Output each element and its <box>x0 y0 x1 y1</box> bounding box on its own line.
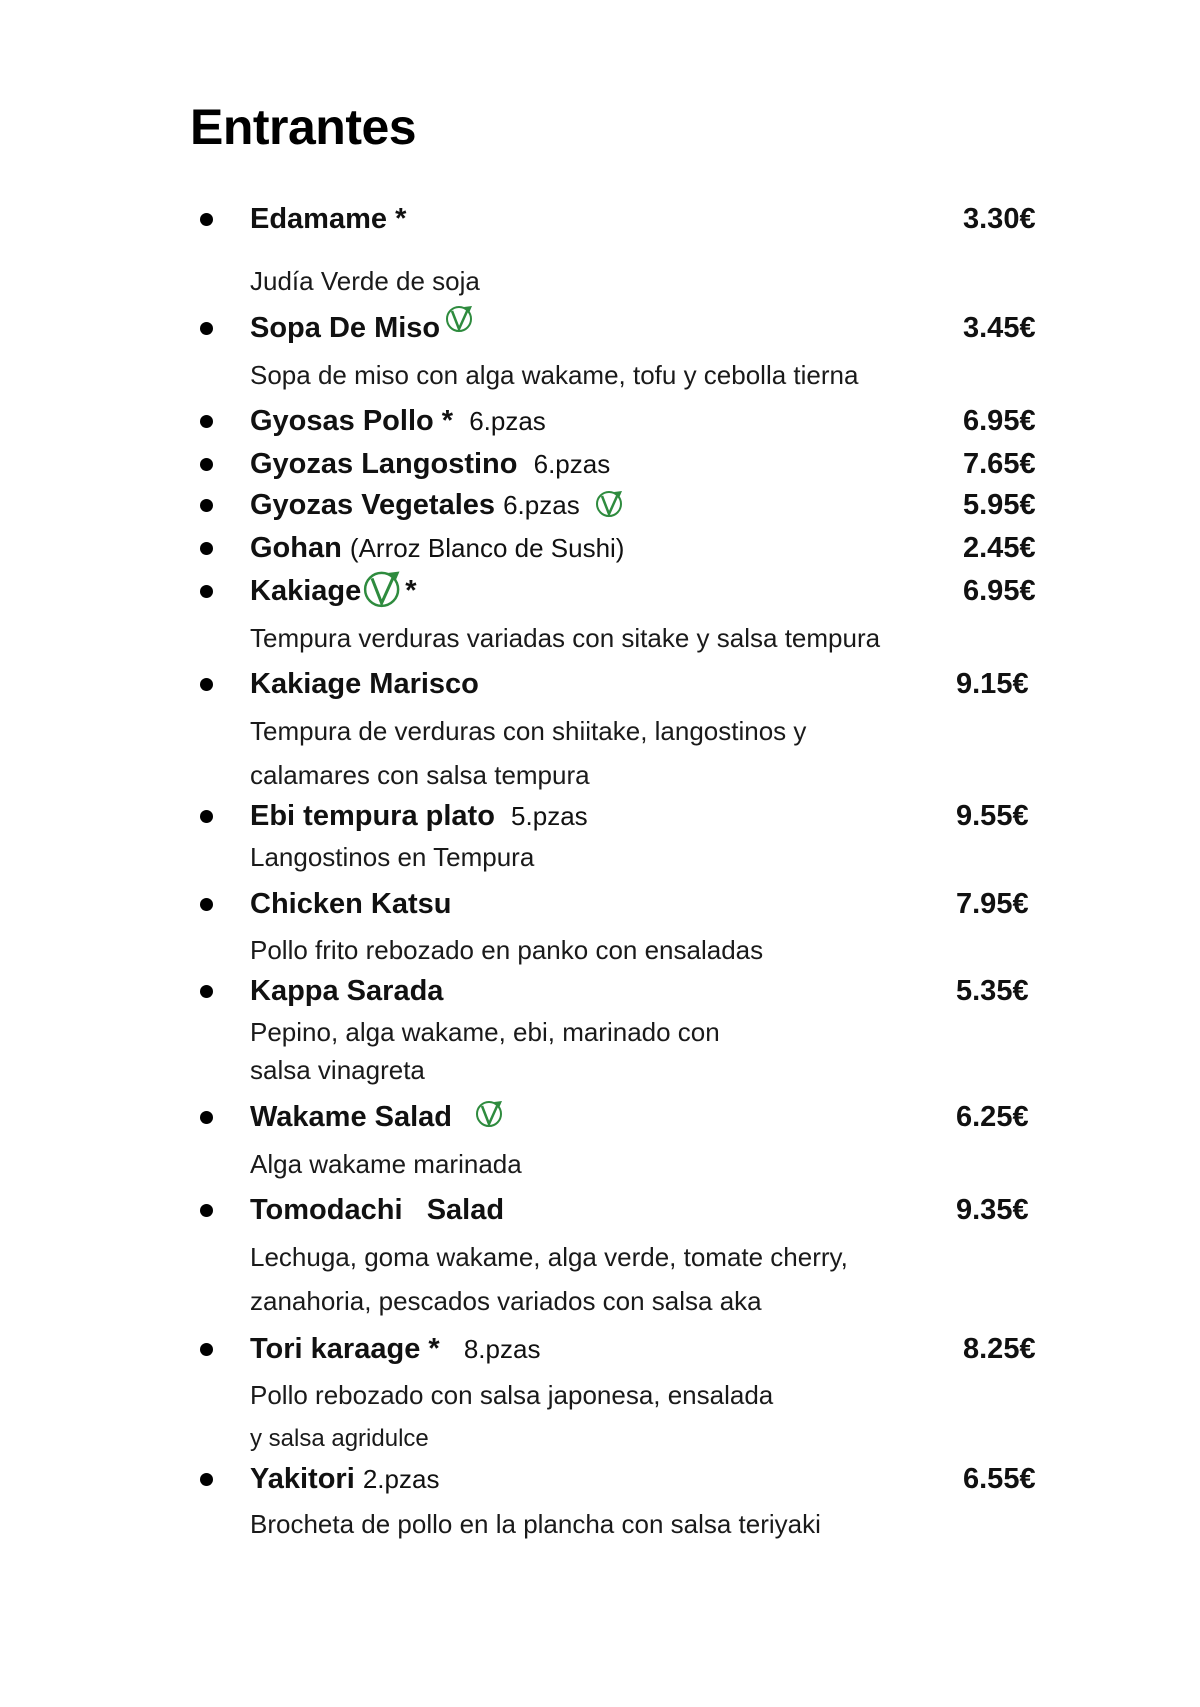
menu-item-yakitori <box>0 1461 1200 1497</box>
menu-item-edamame <box>0 201 1200 237</box>
item-asterisk: * <box>405 575 417 607</box>
menu-item-gohan <box>0 530 1200 566</box>
item-description: Pollo frito rebozado en panko con ensaladas <box>250 935 764 965</box>
item-note: (Arroz Blanco de Sushi) <box>349 533 625 563</box>
item-description: Pepino, alga wakame, ebi, marinado con <box>250 1017 720 1047</box>
item-name: Chicken Katsu <box>250 888 452 920</box>
vegan-icon <box>594 487 626 519</box>
item-description: zanahoria, pescados variados con salsa aka <box>250 1286 762 1316</box>
item-description: Sopa de miso con alga wakame, tofu y cebolla tierna <box>250 360 859 390</box>
bullet-icon <box>200 1343 213 1356</box>
bullet-icon <box>200 499 213 512</box>
item-name: Kakiage <box>250 575 362 607</box>
item-description: Lechuga, goma wakame, alga verde, tomate cherry, <box>250 1242 848 1272</box>
item-description: y salsa agridulce <box>250 1425 429 1452</box>
item-name: Kappa Sarada <box>250 975 444 1007</box>
bullet-icon <box>200 415 213 428</box>
item-price: 9.15€ <box>956 668 1029 700</box>
item-name: Gyozas Vegetales <box>250 489 496 521</box>
item-price: 6.95€ <box>963 405 1036 437</box>
menu-item-kakiage <box>0 573 1200 609</box>
item-price: 6.55€ <box>963 1463 1036 1495</box>
item-name: Wakame Salad <box>250 1101 453 1133</box>
item-price: 6.25€ <box>956 1101 1029 1133</box>
vegan-icon <box>361 566 405 610</box>
menu-item-gyozas-vegetales <box>0 487 1200 523</box>
item-pieces: 6.pzas <box>533 449 611 479</box>
bullet-icon <box>200 1111 213 1124</box>
item-name: Edamame * <box>250 203 407 235</box>
bullet-icon <box>200 1473 213 1486</box>
item-name: Sopa De Miso <box>250 312 441 344</box>
item-price: 8.25€ <box>963 1333 1036 1365</box>
bullet-icon <box>200 322 213 335</box>
item-price: 5.35€ <box>956 975 1029 1007</box>
item-price: 9.35€ <box>956 1194 1029 1226</box>
item-name: Gyozas Langostino <box>250 448 518 480</box>
menu-item-tomodachi-salad <box>0 1192 1200 1228</box>
bullet-icon <box>200 898 213 911</box>
item-name: Gyosas Pollo * <box>250 405 454 437</box>
bullet-icon <box>200 585 213 598</box>
bullet-icon <box>200 1204 213 1217</box>
vegan-icon <box>474 1097 506 1129</box>
menu-item-gyosas-pollo <box>0 403 1200 439</box>
item-name: Yakitori <box>250 1463 355 1495</box>
item-description: Brocheta de pollo en la plancha con salsa teriyaki <box>250 1509 821 1539</box>
item-name: Tomodachi Salad <box>250 1194 505 1226</box>
item-price: 9.55€ <box>956 800 1029 832</box>
item-description: Langostinos en Tempura <box>250 842 535 872</box>
bullet-icon <box>200 458 213 471</box>
menu-item-ebi-tempura-plato <box>0 798 1200 834</box>
item-pieces: 5.pzas <box>511 801 588 831</box>
item-price: 2.45€ <box>963 532 1036 564</box>
item-description: Pollo rebozado con salsa japonesa, ensalada <box>250 1380 774 1410</box>
bullet-icon <box>200 810 213 823</box>
bullet-icon <box>200 985 213 998</box>
menu-item-kappa-sarada <box>0 973 1200 1009</box>
item-description: calamares con salsa tempura <box>250 760 590 790</box>
item-pieces: 6.pzas <box>469 406 546 436</box>
item-pieces: 2.pzas <box>362 1464 440 1494</box>
item-price: 6.95€ <box>963 575 1036 607</box>
bullet-icon <box>200 542 213 555</box>
bullet-icon <box>200 213 213 226</box>
menu-item-sopa-de-miso <box>0 310 1200 346</box>
vegan-icon <box>444 302 476 334</box>
item-name: Ebi tempura plato <box>250 800 495 832</box>
item-description: Tempura de verduras con shiitake, langostinos y <box>250 716 807 746</box>
menu-item-chicken-katsu <box>0 886 1200 922</box>
item-pieces: 8.pzas <box>463 1334 541 1364</box>
item-price: 5.95€ <box>963 489 1036 521</box>
menu-item-wakame-salad <box>0 1099 1200 1135</box>
item-pieces: 6.pzas <box>503 490 580 520</box>
item-price: 3.30€ <box>963 203 1036 235</box>
item-description: salsa vinagreta <box>250 1055 425 1085</box>
menu-item-kakiage-marisco <box>0 666 1200 702</box>
item-name: Tori karaage * <box>250 1333 440 1365</box>
menu-item-gyozas-langostino <box>0 446 1200 482</box>
item-description: Tempura verduras variadas con sitake y salsa tempura <box>250 623 881 653</box>
menu-item-tori-karaage <box>0 1331 1200 1367</box>
item-description: Alga wakame marinada <box>250 1149 522 1179</box>
item-description: Judía Verde de soja <box>250 266 480 296</box>
page-title: Entrantes <box>190 99 417 155</box>
item-name: Gohan <box>250 532 342 564</box>
item-price: 7.95€ <box>956 888 1029 920</box>
bullet-icon <box>200 678 213 691</box>
item-price: 7.65€ <box>963 448 1036 480</box>
item-price: 3.45€ <box>963 312 1036 344</box>
item-name: Kakiage Marisco <box>250 668 479 700</box>
